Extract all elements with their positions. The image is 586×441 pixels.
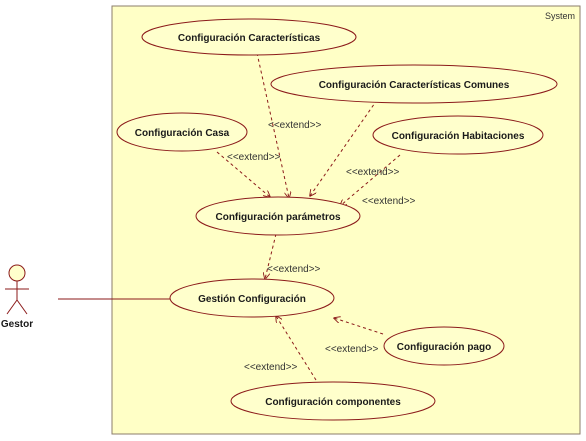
use-case-parametros[interactable] <box>196 197 360 235</box>
use-case-label: Configuración Características <box>177 33 321 44</box>
use-case-label: Configuración componentes <box>265 397 401 408</box>
actor-gestor[interactable] <box>1 265 33 330</box>
actor-name: Gestor <box>0 319 34 330</box>
extend-label-parametros: <<extend>> <box>267 264 321 275</box>
extend-label-pago: <<extend>> <box>325 344 379 355</box>
extend-label-componentes: <<extend>> <box>244 362 298 373</box>
extend-label-habitaciones: <<extend>> <box>346 167 400 178</box>
extend-label-casa: <<extend>> <box>227 152 281 163</box>
extend-label-comunes: <<extend>> <box>362 196 416 207</box>
use-case-casa[interactable] <box>117 113 247 151</box>
actor-right-leg <box>17 300 27 314</box>
use-case-label: Configuración Casa <box>134 128 230 139</box>
use-case-caracteristicas[interactable] <box>142 19 356 55</box>
use-case-label: Configuración parámetros <box>215 212 341 223</box>
use-case-gestion[interactable] <box>170 279 334 317</box>
use-case-habitaciones[interactable] <box>373 116 543 154</box>
use-case-caracteristicas-comunes[interactable] <box>271 65 557 103</box>
use-case-label: Configuración pago <box>396 342 492 353</box>
use-case-pago[interactable] <box>384 327 504 365</box>
extend-label-caracteristicas: <<extend>> <box>268 120 322 131</box>
actor-head <box>9 265 25 281</box>
use-case-label: Configuración Habitaciones <box>391 131 525 142</box>
system-label: System <box>544 11 575 21</box>
use-case-label: Gestión Configuración <box>198 294 306 305</box>
actor-left-leg <box>7 300 17 314</box>
use-case-componentes[interactable] <box>231 382 435 420</box>
use-case-label: Configuración Características Comunes <box>318 80 510 91</box>
